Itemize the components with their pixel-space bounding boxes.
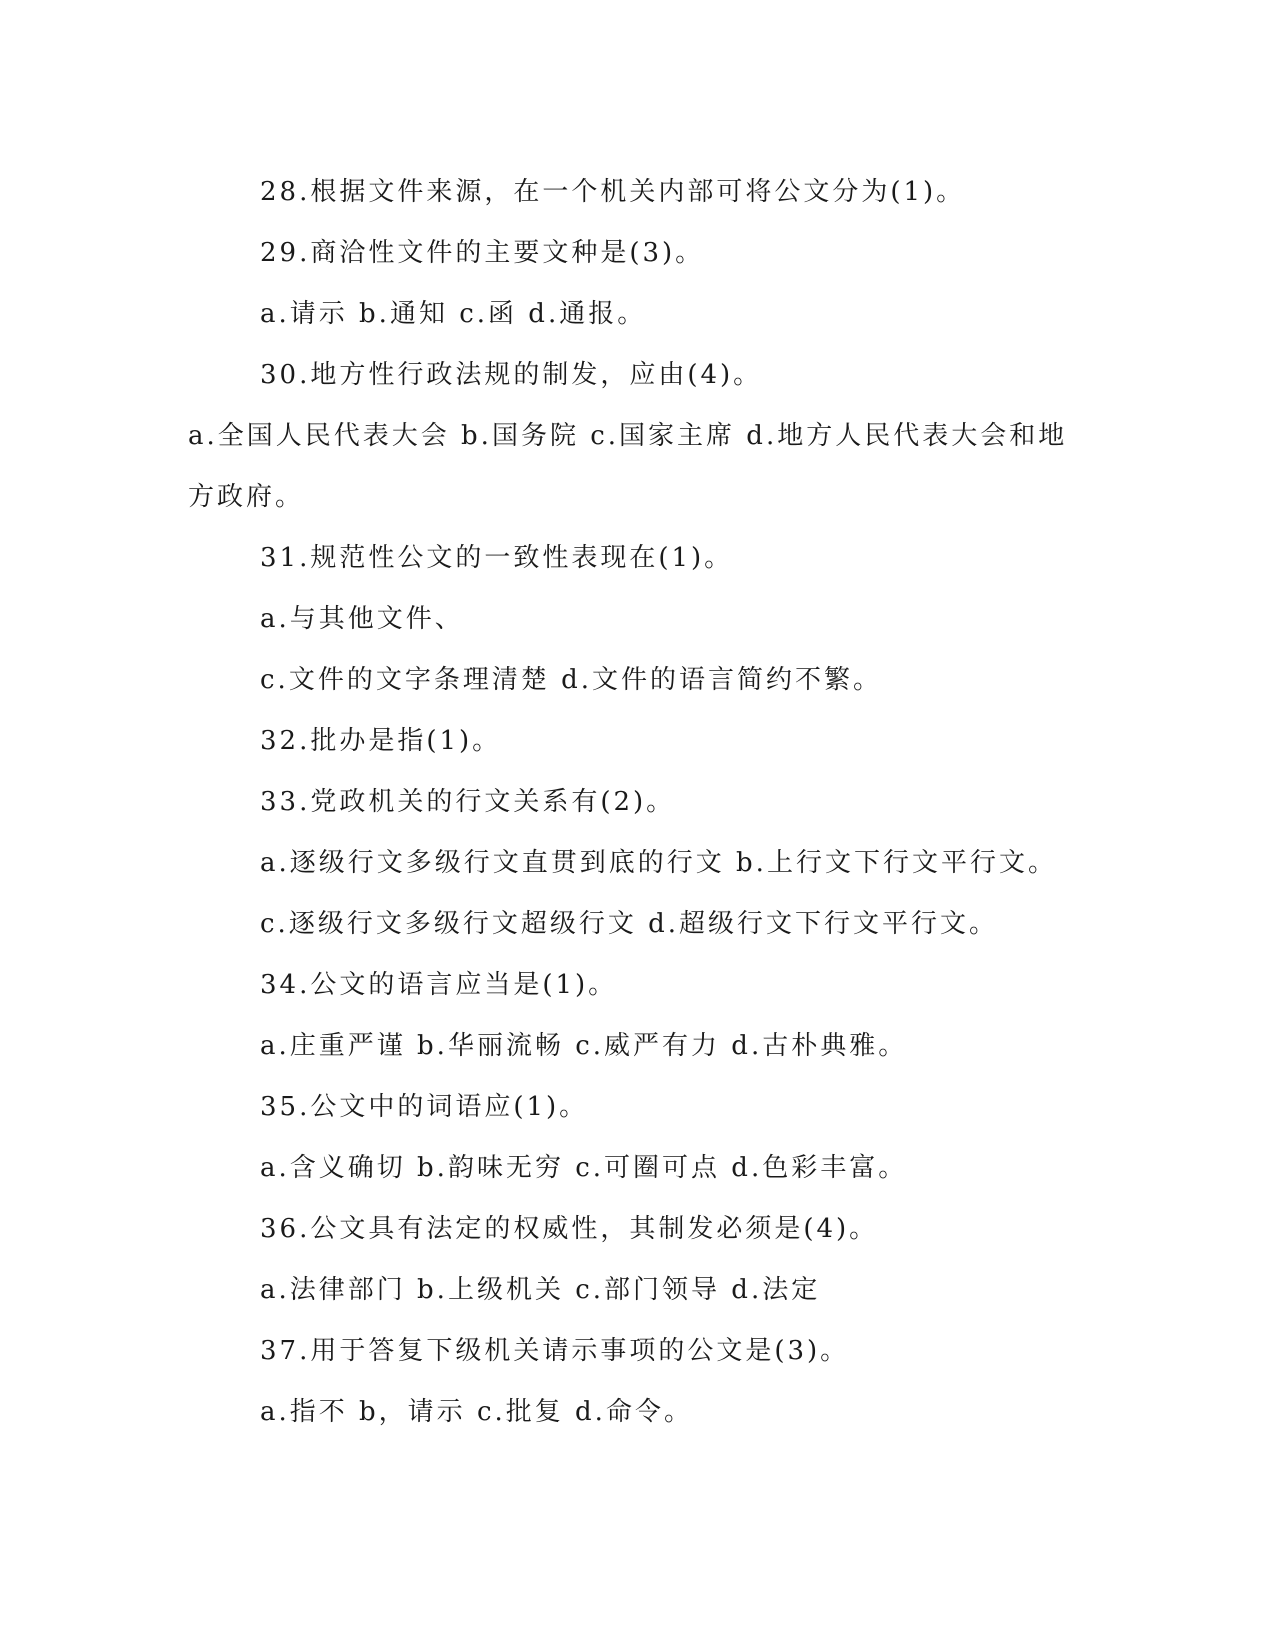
question-32: 32.批办是指(1)。 [260, 726, 502, 756]
document-body [188, 162, 1068, 1443]
question-37-options: a.指不 b，请示 c.批复 d.命令。 [260, 1397, 693, 1427]
question-34: 34.公文的语言应当是(1)。 [260, 970, 618, 1000]
question-31: 31.规范性公文的一致性表现在(1)。 [260, 543, 734, 573]
question-34-options: a.庄重严谨 b.华丽流畅 c.威严有力 d.古朴典雅。 [260, 1031, 908, 1061]
question-33: 33.党政机关的行文关系有(2)。 [260, 787, 676, 817]
question-35-options: a.含义确切 b.韵味无穷 c.可圈可点 d.色彩丰富。 [260, 1153, 908, 1183]
question-35: 35.公文中的词语应(1)。 [260, 1092, 589, 1122]
question-31-option-c: c.文件的文字条理清楚 d.文件的语言简约不繁。 [260, 665, 882, 695]
question-29-options: a.请示 b.通知 c.函 d.通报。 [260, 299, 647, 329]
question-31-option-a: a.与其他文件、 [260, 604, 464, 634]
question-36-options: a.法律部门 b.上级机关 c.部门领导 d.法定 [260, 1275, 821, 1305]
question-30: 30.地方性行政法规的制发，应由(4)。 [260, 360, 763, 390]
question-33-options-cd: c.逐级行文多级行文超级行文 d.超级行文下行文平行文。 [260, 909, 998, 939]
question-30-options: a.全国人民代表大会 b.国务院 c.国家主席 d.地方人民代表大会和地方政府。 [188, 421, 1068, 512]
question-29: 29.商洽性文件的主要文种是(3)。 [260, 238, 705, 268]
question-33-options-ab: a.逐级行文多级行文直贯到底的行文 b.上行文下行文平行文。 [260, 848, 1057, 878]
question-28: 28.根据文件来源，在一个机关内部可将公文分为(1)。 [260, 177, 966, 207]
question-37: 37.用于答复下级机关请示事项的公文是(3)。 [260, 1336, 850, 1366]
question-36: 36.公文具有法定的权威性，其制发必须是(4)。 [260, 1214, 879, 1244]
